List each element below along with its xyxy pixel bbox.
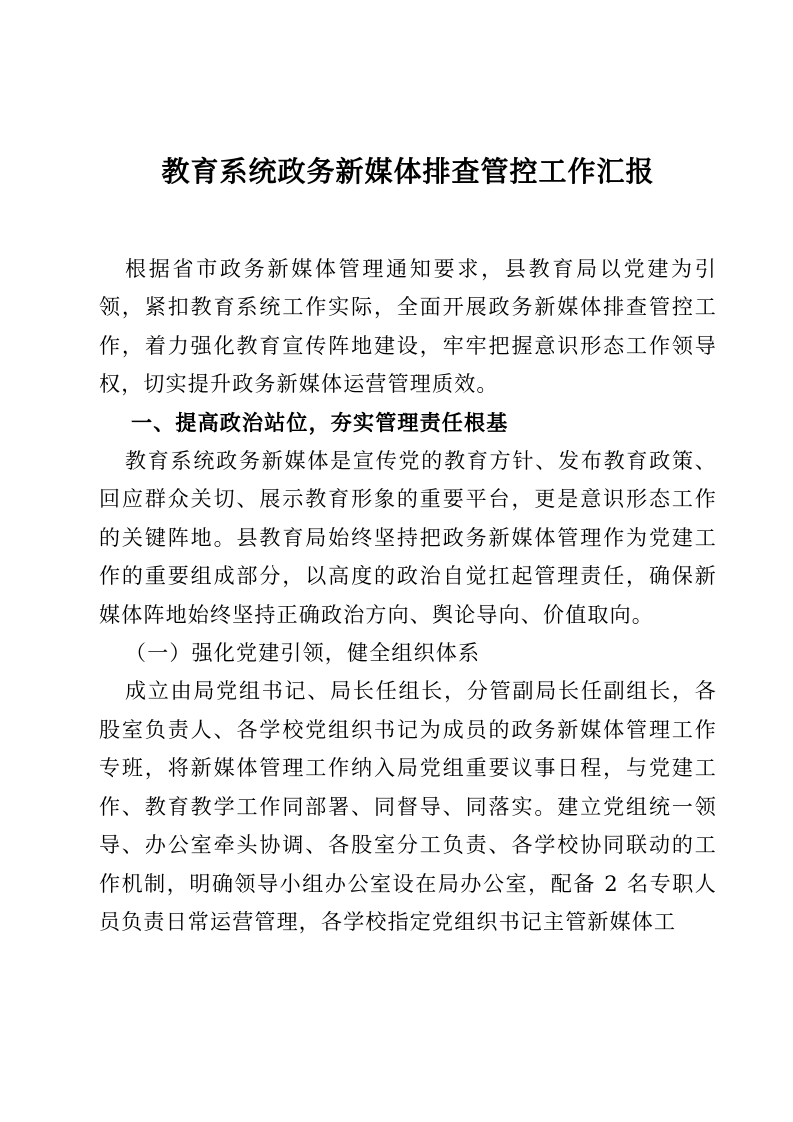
document-content (99, 150, 717, 941)
paragraph-section-1: 教育系统政务新媒体是宣传党的教育方针、发布教育政策、回应群众关切、展示教育形象的重要平台，更是意识形态工作的关键阵地。县教育局始终坚持把政务新媒体管理作为党建工作的重要组成部分，以高度的政治自觉扛起管理责任，确保新媒体阵地始终坚持正确政治方向、舆论导向、价值取向。 (99, 449, 717, 627)
paragraph-subsection-1-1: 成立由局党组书记、局长任组长，分管副局长任副组长，各股室负责人、各学校党组织书记为成员的政务新媒体管理工作专班，将新媒体管理工作纳入局党组重要议事日程，与党建工作、教育教学工作同部署、同督导、同落实。建立党组统一领导、办公室牵头协调、各股室分工负责、各学校协同联动的工作机制，明确领导小组办公室设在局办公室，配备 2 名专职人员负责日常运营管理，各学校指定党组织书记主管新媒体工 (99, 679, 717, 934)
subsection-heading-1-1: （一）强化党建引领，健全组织体系 (125, 641, 481, 666)
document-title: 教育系统政务新媒体排查管控工作汇报 (161, 155, 655, 188)
paragraph-intro: 根据省市政务新媒体管理通知要求，县教育局以党建为引领，紧扣教育系统工作实际，全面开展政务新媒体排查管控工作，着力强化教育宣传阵地建设，牢牢把握意识形态工作领导权，切实提升政务新媒体运营管理质效。 (99, 257, 717, 397)
section-heading-1: 一、提高政治站位，夯实管理责任根基 (131, 410, 509, 435)
